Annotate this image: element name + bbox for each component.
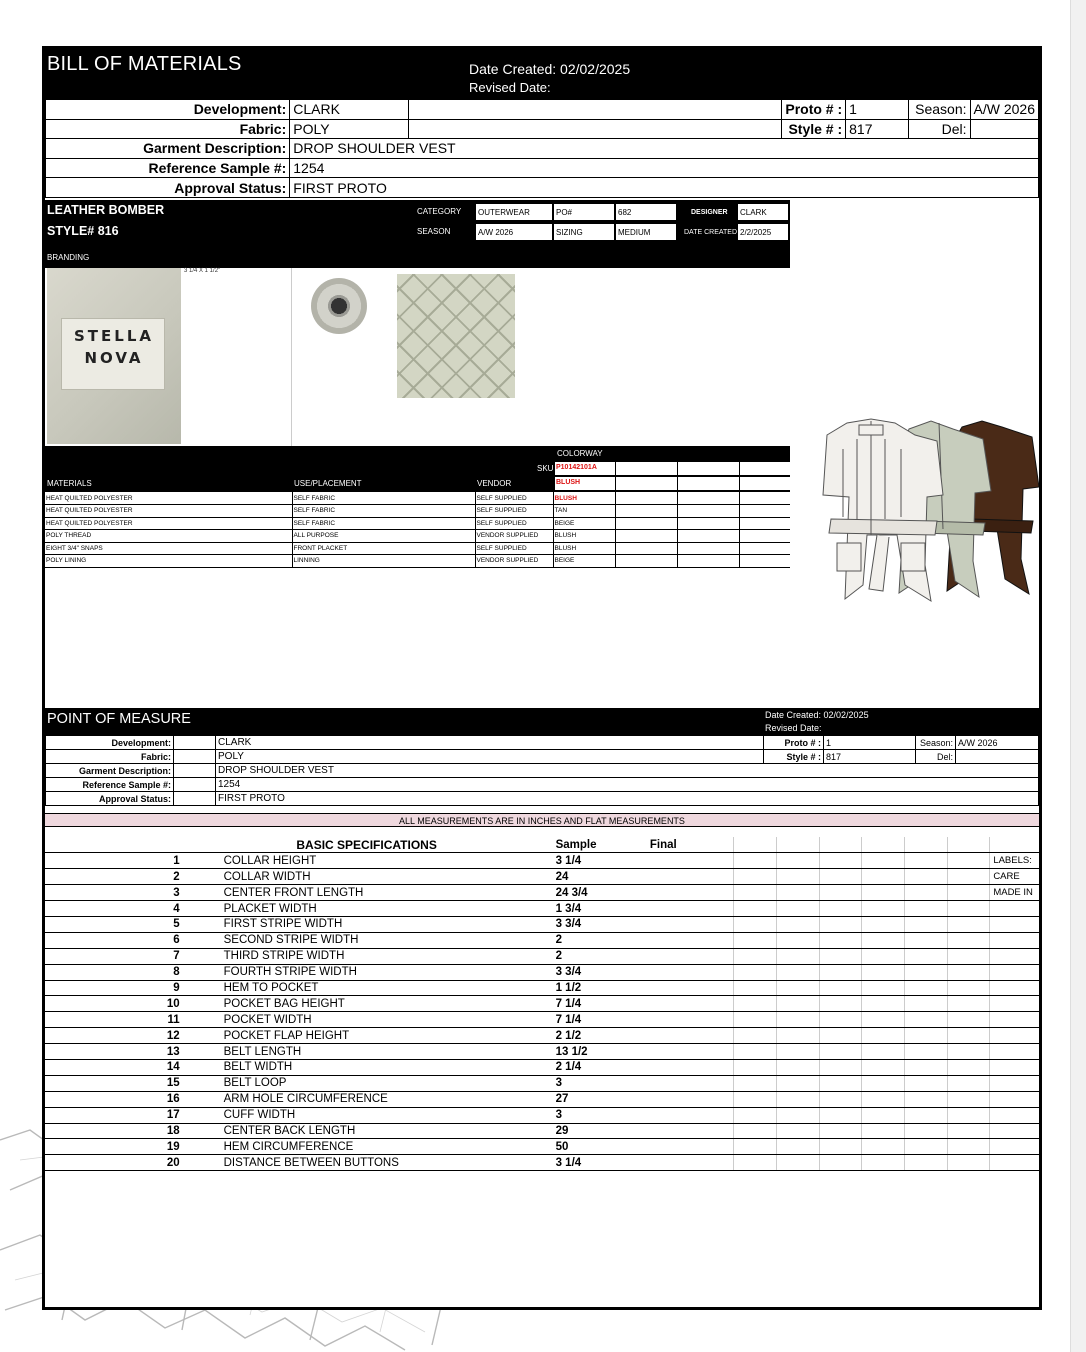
material-vendor: VENDOR SUPPLIED <box>475 555 553 568</box>
bom-info-table <box>45 99 1039 198</box>
brand-label-photo <box>47 268 181 444</box>
spec-number: 15 <box>45 1075 184 1091</box>
spec-sample: 29 <box>553 1123 638 1139</box>
spec-final <box>638 1107 734 1123</box>
spec-row <box>45 1012 1039 1028</box>
spec-final <box>638 1123 734 1139</box>
specifications-table <box>45 837 1039 1171</box>
material-row <box>45 530 790 543</box>
spec-number: 14 <box>45 1059 184 1075</box>
style-value: 817 <box>846 119 908 139</box>
label-dimension: 3 1/4 X 1 1/2" <box>184 268 221 274</box>
spec-row <box>45 1059 1039 1075</box>
branding-label: BRANDING <box>47 253 90 262</box>
spec-final <box>638 964 734 980</box>
material-name: POLY THREAD <box>45 530 292 543</box>
spec-row <box>45 964 1039 980</box>
pom-fabric-label: Fabric: <box>46 750 174 764</box>
designer-label: DESIGNER <box>691 209 728 216</box>
bom-header <box>45 49 1039 99</box>
sizing-label: SIZING <box>553 223 615 241</box>
po-value: 682 <box>615 203 677 221</box>
approval-label: Approval Status: <box>46 178 290 198</box>
spec-description: HEM TO POCKET <box>184 980 553 996</box>
material-use: SELF FABRIC <box>292 505 475 518</box>
season-label-spec: SEASON <box>417 227 451 236</box>
bom-revised-date: Revised Date: <box>469 80 551 95</box>
spec-row <box>45 1091 1039 1107</box>
spec-row <box>45 885 1039 901</box>
proto-label: Proto # : <box>782 100 846 120</box>
spec-row <box>45 916 1039 932</box>
vendor-col-header: VENDOR <box>477 479 512 488</box>
quilted-fabric-photo <box>397 274 515 398</box>
reference-value: 1254 <box>290 158 1039 178</box>
material-name: EIGHT 3/4" SNAPS <box>45 542 292 555</box>
material-vendor: SELF SUPPLIED <box>475 505 553 518</box>
pom-development-value: CLARK <box>216 736 764 750</box>
branding-photos <box>45 268 790 446</box>
final-header: Final <box>638 837 734 853</box>
spec-number: 19 <box>45 1139 184 1155</box>
material-color: BLUSH <box>553 492 615 505</box>
material-row <box>45 517 790 530</box>
specs-header: BASIC SPECIFICATIONS <box>184 837 553 853</box>
bom-title: BILL OF MATERIALS <box>47 53 242 75</box>
sizing-value: MEDIUM <box>615 223 677 241</box>
spec-row <box>45 948 1039 964</box>
spec-sample: 24 <box>553 869 638 885</box>
spec-number: 11 <box>45 1012 184 1028</box>
fabric-label: Fabric: <box>46 119 290 139</box>
spec-description: DISTANCE BETWEEN BUTTONS <box>184 1155 553 1171</box>
pom-style-value: 817 <box>824 750 916 764</box>
spec-final <box>638 1139 734 1155</box>
photo-divider <box>291 268 292 446</box>
spec-final <box>638 916 734 932</box>
material-color: BEIGE <box>553 517 615 530</box>
spec-final <box>638 980 734 996</box>
development-value: CLARK <box>290 100 409 120</box>
spec-final <box>638 901 734 917</box>
material-name: POLY LINING <box>45 555 292 568</box>
spec-sample: 2 1/2 <box>553 1028 638 1044</box>
style-number: STYLE# 816 <box>47 224 119 238</box>
spec-description: CENTER BACK LENGTH <box>184 1123 553 1139</box>
reference-label: Reference Sample #: <box>46 158 290 178</box>
pom-proto-value: 1 <box>824 736 916 750</box>
spec-sample: 2 <box>553 932 638 948</box>
spec-sample: 50 <box>553 1139 638 1155</box>
pom-approval-value: FIRST PROTO <box>216 792 1039 806</box>
spec-sample: 7 1/4 <box>553 1012 638 1028</box>
spec-row <box>45 1075 1039 1091</box>
material-vendor: SELF SUPPLIED <box>475 517 553 530</box>
season-value-spec: A/W 2026 <box>475 223 553 241</box>
colorway-label: COLORWAY <box>557 449 603 458</box>
label-brand-line1: STELLA <box>73 327 154 345</box>
spec-number: 10 <box>45 996 184 1012</box>
material-row <box>45 492 790 505</box>
spec-description: COLLAR HEIGHT <box>184 853 553 869</box>
materials-header <box>45 446 790 492</box>
color-col-header: BLUSH <box>555 477 615 490</box>
materials-col-header: MATERIALS <box>47 479 92 488</box>
pom-approval-label: Approval Status: <box>46 792 174 806</box>
spec-number: 12 <box>45 1028 184 1044</box>
spec-number: 8 <box>45 964 184 980</box>
spec-sample: 13 1/2 <box>553 1044 638 1060</box>
spec-row <box>45 1107 1039 1123</box>
sample-header: Sample <box>553 837 638 853</box>
use-col-header: USE/PLACEMENT <box>294 479 362 488</box>
pom-development-label: Development: <box>46 736 174 750</box>
label-brand-line2: NOVA <box>84 349 144 367</box>
spec-sample: 7 1/4 <box>553 996 638 1012</box>
spec-number: 7 <box>45 948 184 964</box>
spec-row <box>45 869 1039 885</box>
spec-final <box>638 869 734 885</box>
spec-description: CUFF WIDTH <box>184 1107 553 1123</box>
garment-label: Garment Description: <box>46 139 290 159</box>
po-label: PO# <box>553 203 615 221</box>
side-label: CARE <box>990 869 1039 885</box>
spec-number: 3 <box>45 885 184 901</box>
side-label: LABELS: <box>990 853 1039 869</box>
sku-value: P10142101A <box>555 462 615 475</box>
spec-final <box>638 885 734 901</box>
pom-info-table <box>45 735 1039 806</box>
garment-sketch <box>797 409 1042 604</box>
spec-description: BELT LOOP <box>184 1075 553 1091</box>
spec-final <box>638 948 734 964</box>
spec-description: BELT WIDTH <box>184 1059 553 1075</box>
style-spec-block <box>45 200 790 268</box>
measurement-note: ALL MEASUREMENTS ARE IN INCHES AND FLAT MEASUREMENTS <box>45 813 1039 827</box>
material-row <box>45 542 790 555</box>
material-use: ALL PURPOSE <box>292 530 475 543</box>
spec-sample: 2 <box>553 948 638 964</box>
spec-sample: 24 3/4 <box>553 885 638 901</box>
pom-reference-value: 1254 <box>216 778 1039 792</box>
material-color: BLUSH <box>553 542 615 555</box>
spec-row <box>45 1044 1039 1060</box>
spec-sample: 27 <box>553 1091 638 1107</box>
spec-final <box>638 932 734 948</box>
material-use: SELF FABRIC <box>292 517 475 530</box>
tech-pack-sheet <box>42 46 1042 1310</box>
spec-final <box>638 1075 734 1091</box>
pom-header <box>45 708 1039 735</box>
spec-sample: 3 <box>553 1107 638 1123</box>
spec-row <box>45 1028 1039 1044</box>
spec-number: 17 <box>45 1107 184 1123</box>
white-vest-sketch <box>823 419 943 601</box>
spec-description: PLACKET WIDTH <box>184 901 553 917</box>
spec-final <box>638 1028 734 1044</box>
spec-sample: 3 1/4 <box>553 853 638 869</box>
material-row <box>45 505 790 518</box>
material-color: BEIGE <box>553 555 615 568</box>
spec-final <box>638 1091 734 1107</box>
date-created-value: 2/2/2025 <box>737 223 789 241</box>
season-label: Season: <box>908 100 970 120</box>
spec-description: FOURTH STRIPE WIDTH <box>184 964 553 980</box>
pom-garment-label: Garment Description: <box>46 764 174 778</box>
spec-final <box>638 1155 734 1171</box>
style-label: Style # : <box>782 119 846 139</box>
spec-final <box>638 853 734 869</box>
spec-row <box>45 1123 1039 1139</box>
pom-style-label: Style # : <box>764 750 824 764</box>
spec-description: FIRST STRIPE WIDTH <box>184 916 553 932</box>
spec-number: 6 <box>45 932 184 948</box>
material-name: HEAT QUILTED POLYESTER <box>45 517 292 530</box>
spec-final <box>638 1012 734 1028</box>
pom-fabric-value: POLY <box>216 750 764 764</box>
side-label: MADE IN <box>990 885 1039 901</box>
spec-description: CENTER FRONT LENGTH <box>184 885 553 901</box>
bom-date-created: Date Created: 02/02/2025 <box>469 61 631 77</box>
development-label: Development: <box>46 100 290 120</box>
pom-season-value: A/W 2026 <box>956 736 1039 750</box>
spec-number: 16 <box>45 1091 184 1107</box>
spec-number: 1 <box>45 853 184 869</box>
spec-number: 4 <box>45 901 184 917</box>
material-vendor: VENDOR SUPPLIED <box>475 530 553 543</box>
garment-value: DROP SHOULDER VEST <box>290 139 1039 159</box>
approval-value: FIRST PROTO <box>290 178 1039 198</box>
material-name: HEAT QUILTED POLYESTER <box>45 505 292 518</box>
spec-sample: 1 3/4 <box>553 901 638 917</box>
fabric-value: POLY <box>290 119 409 139</box>
material-vendor: SELF SUPPLIED <box>475 492 553 505</box>
spec-row <box>45 980 1039 996</box>
spec-row <box>45 901 1039 917</box>
spec-final <box>638 996 734 1012</box>
brand-label-tag <box>61 318 165 390</box>
spec-description: POCKET FLAP HEIGHT <box>184 1028 553 1044</box>
spec-number: 13 <box>45 1044 184 1060</box>
material-use: FRONT PLACKET <box>292 542 475 555</box>
material-row <box>45 555 790 568</box>
spec-description: BELT LENGTH <box>184 1044 553 1060</box>
style-name: LEATHER BOMBER <box>47 203 165 217</box>
spec-description: THIRD STRIPE WIDTH <box>184 948 553 964</box>
spec-sample: 3 <box>553 1075 638 1091</box>
spec-number: 2 <box>45 869 184 885</box>
pom-revised-date: Revised Date: <box>765 723 822 733</box>
category-value: OUTERWEAR <box>475 203 553 221</box>
spec-description: HEM CIRCUMFERENCE <box>184 1139 553 1155</box>
spec-sample: 3 1/4 <box>553 1155 638 1171</box>
spec-row <box>45 1155 1039 1171</box>
sku-label: SKU <box>537 464 554 473</box>
pom-reference-label: Reference Sample #: <box>46 778 174 792</box>
spec-number: 18 <box>45 1123 184 1139</box>
material-use: LINNING <box>292 555 475 568</box>
spec-description: COLLAR WIDTH <box>184 869 553 885</box>
del-label: Del: <box>908 119 970 139</box>
proto-value: 1 <box>846 100 908 120</box>
spec-number: 5 <box>45 916 184 932</box>
season-value: A/W 2026 <box>970 100 1038 120</box>
spec-sample: 2 1/4 <box>553 1059 638 1075</box>
material-name: HEAT QUILTED POLYESTER <box>45 492 292 505</box>
spec-description: POCKET WIDTH <box>184 1012 553 1028</box>
spec-description: SECOND STRIPE WIDTH <box>184 932 553 948</box>
spec-sample: 3 3/4 <box>553 916 638 932</box>
spec-description: ARM HOLE CIRCUMFERENCE <box>184 1091 553 1107</box>
spec-final <box>638 1059 734 1075</box>
spec-row <box>45 996 1039 1012</box>
snap-button-photo <box>311 278 367 334</box>
pom-del-label: Del: <box>916 750 956 764</box>
pom-title: POINT OF MEASURE <box>47 711 191 727</box>
spec-description: POCKET BAG HEIGHT <box>184 996 553 1012</box>
material-color: BLUSH <box>553 530 615 543</box>
category-label: CATEGORY <box>417 207 462 216</box>
date-created-label: DATE CREATED <box>684 229 738 236</box>
spec-sample: 1 1/2 <box>553 980 638 996</box>
material-vendor: SELF SUPPLIED <box>475 542 553 555</box>
spec-row <box>45 932 1039 948</box>
material-color: TAN <box>553 505 615 518</box>
spec-number: 9 <box>45 980 184 996</box>
spec-final <box>638 1044 734 1060</box>
pom-proto-label: Proto # : <box>764 736 824 750</box>
pom-date-created: Date Created: 02/02/2025 <box>765 710 869 720</box>
spec-number: 20 <box>45 1155 184 1171</box>
pom-garment-value: DROP SHOULDER VEST <box>216 764 1039 778</box>
spec-row <box>45 853 1039 869</box>
window-edge <box>1070 0 1086 1352</box>
designer-value: CLARK <box>737 203 789 221</box>
spec-sample: 3 3/4 <box>553 964 638 980</box>
spec-row <box>45 1139 1039 1155</box>
materials-table <box>45 492 790 568</box>
material-use: SELF FABRIC <box>292 492 475 505</box>
pom-season-label: Season: <box>916 736 956 750</box>
